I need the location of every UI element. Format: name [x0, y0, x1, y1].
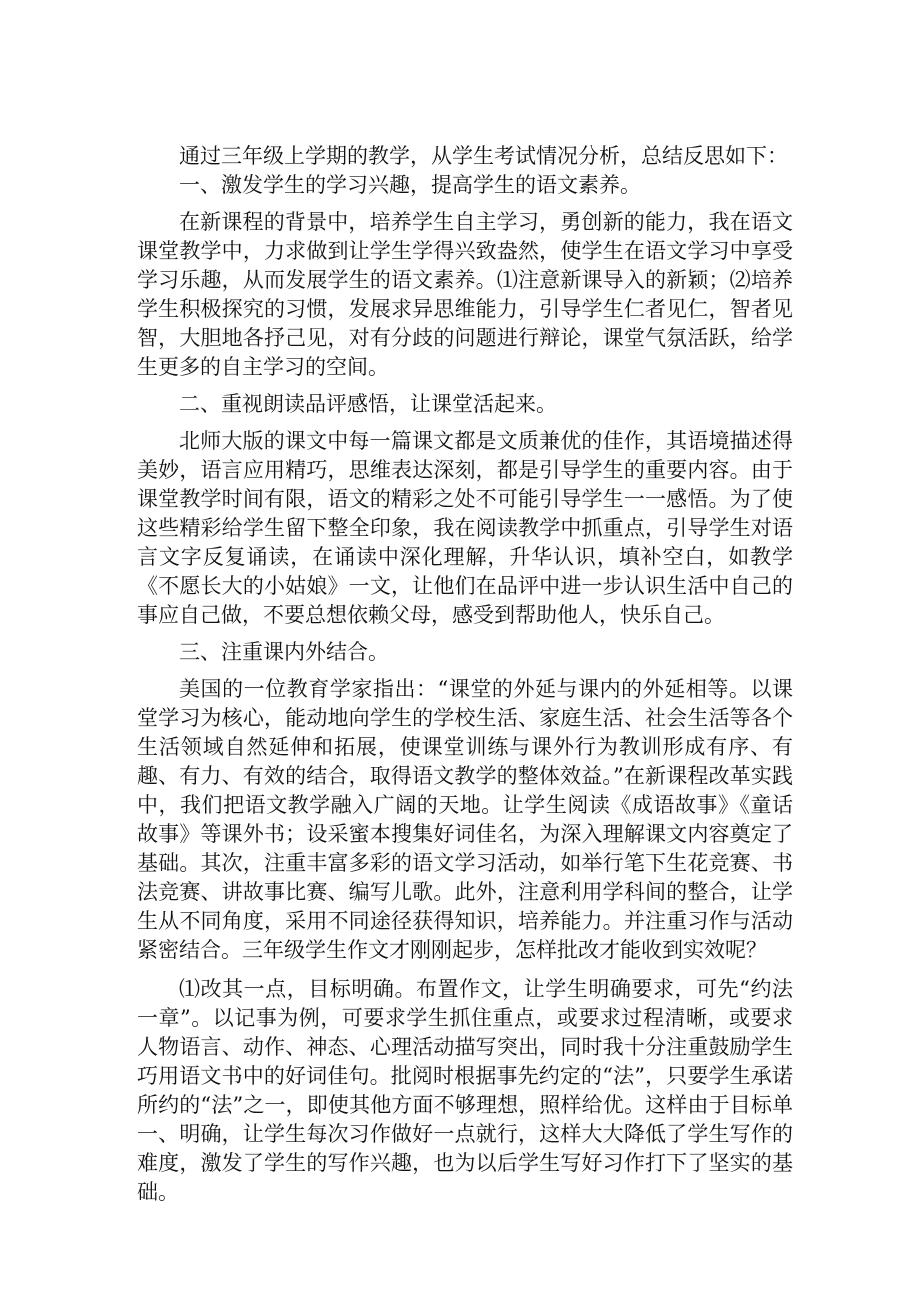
section-heading-2: 二、重视朗读品评感悟，让课堂活起来。 — [179, 392, 557, 416]
section-heading-3: 三、注重课内外结合。 — [179, 640, 389, 664]
document-body — [137, 142, 793, 1207]
section-heading-1: 一、激发学生的学习兴趣，提高学生的语文素养。 — [179, 173, 641, 197]
body-paragraph-3: 美国的一位教育学家指出：“课堂的外延与课内的外延相等。以课堂学习为核心，能动地向学生的学校生活、家庭生活、社会生活等各个生活领域自然延伸和拓展，使课堂训练与课外行为教训形成有序、有趣、有力、有效的结合，取得语文教学的整体效益。”在新课程改革实践中，我们把语文教学融入广阔的天地。让学生阅读《成语故事》《童话故事》等课外书；设采蜜本搜集好词佳名，为深入理解课文内容奠定了基础。其次，注重丰富多彩的语文学习活动，如举行笔下生花竞赛、书法竞赛、讲故事比赛、编写儿歌。此外，注意利用学科间的整合，让学生从不同角度，采用不同途径获得知识，培养能力。并注重习作与活动紧密结合。三年级学生作文才刚刚起步，怎样批改才能收到实效呢？ — [137, 677, 793, 962]
body-paragraph-2: 北师大版的课文中每一篇课文都是文质兼优的佳作，其语境描述得美妙，语言应用精巧，思维表达深刻，都是引导学生的重要内容。由于课堂教学时间有限，语文的精彩之处不可能引导学生一一感悟。为了使这些精彩给学生留下整全印象，我在阅读教学中抓重点，引导学生对语言文字反复诵读，在诵读中深化理解，升华认识，填补空白，如教学《不愿长大的小姑娘》一文，让他们在品评中进一步认识生活中自己的事应自己做，不要总想依赖父母，感受到帮助他人，快乐自己。 — [137, 429, 793, 627]
body-paragraph-1: 在新课程的背景中，培养学生自主学习，勇创新的能力，我在语文课堂教学中，力求做到让学生学得兴致盎然，使学生在语文学习中享受学习乐趣，从而发展学生的语文素养。⑴注意新课导入的新颖；⑵培养学生积极探究的习惯，发展求异思维能力，引导学生仁者见仁，智者见智，大胆地各抒己见，对有分歧的问题进行辩论，课堂气氛活跃，给学生更多的自主学习的空间。 — [137, 210, 793, 379]
body-paragraph-4: ⑴改其一点，目标明确。布置作文，让学生明确要求，可先“约法一章”。以记事为例，可要求学生抓住重点，或要求过程清晰，或要求人物语言、动作、神态、心理活动描写突出，同时我十分注重鼓励学生巧用语文书中的好词佳句。批阅时根据事先约定的“法”，只要学生承诺所约的“法”之一，即使其他方面不够理想，照样给优。这样由于目标单一、明确，让学生每次习作做好一点就行，这样大大降低了学生写作的难度，激发了学生的写作兴趣，也为以后学生写好习作打下了坚实的基础。 — [137, 977, 793, 1204]
intro-paragraph: 通过三年级上学期的教学，从学生考试情况分析，总结反思如下： — [179, 144, 788, 168]
